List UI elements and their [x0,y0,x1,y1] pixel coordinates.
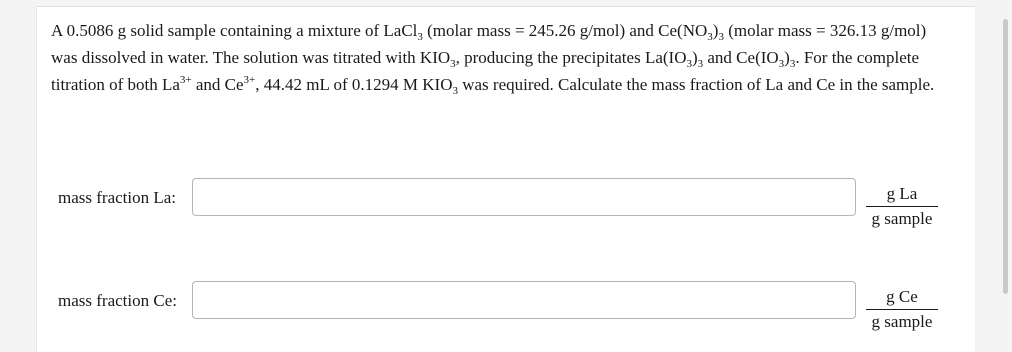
mass-fraction-ce-unit [866,286,938,333]
question-text: A 0.5086 g solid sample containing a mixture of LaCl$_3$ (molar mass = 245.26 g/mol) and $Ce(NO_3)_3$ (molar mass = 326.13 g/mol) was dissolved in water. The solution was titrated with $KIO_3$, producing the precipitates $La(IO_3)_3$ and $Ce(IO_3)_3$. For the complete titration of both $La^{3+}$ and $Ce^{3+}$, 44.42 mL of 0.1294 M $KIO_3$ was required. Calculate the mass fraction of La and Ce in the sample. [51,21,935,97]
question-panel [36,6,975,352]
unit-numerator: g Ce [886,287,918,306]
mass-fraction-ce-input[interactable] [192,281,856,319]
unit-denominator: g sample [871,312,933,331]
mass-fraction-la-label: mass fraction La: [58,188,177,207]
fraction-bar [866,206,938,207]
fraction-bar [866,309,938,310]
scrollbar[interactable] [1003,19,1008,294]
mass-fraction-la-input[interactable] [192,178,856,216]
unit-numerator: g La [886,184,918,203]
mass-fraction-ce-label: mass fraction Ce: [58,291,177,310]
mass-fraction-la-unit [866,183,938,230]
unit-denominator: g sample [871,209,933,228]
